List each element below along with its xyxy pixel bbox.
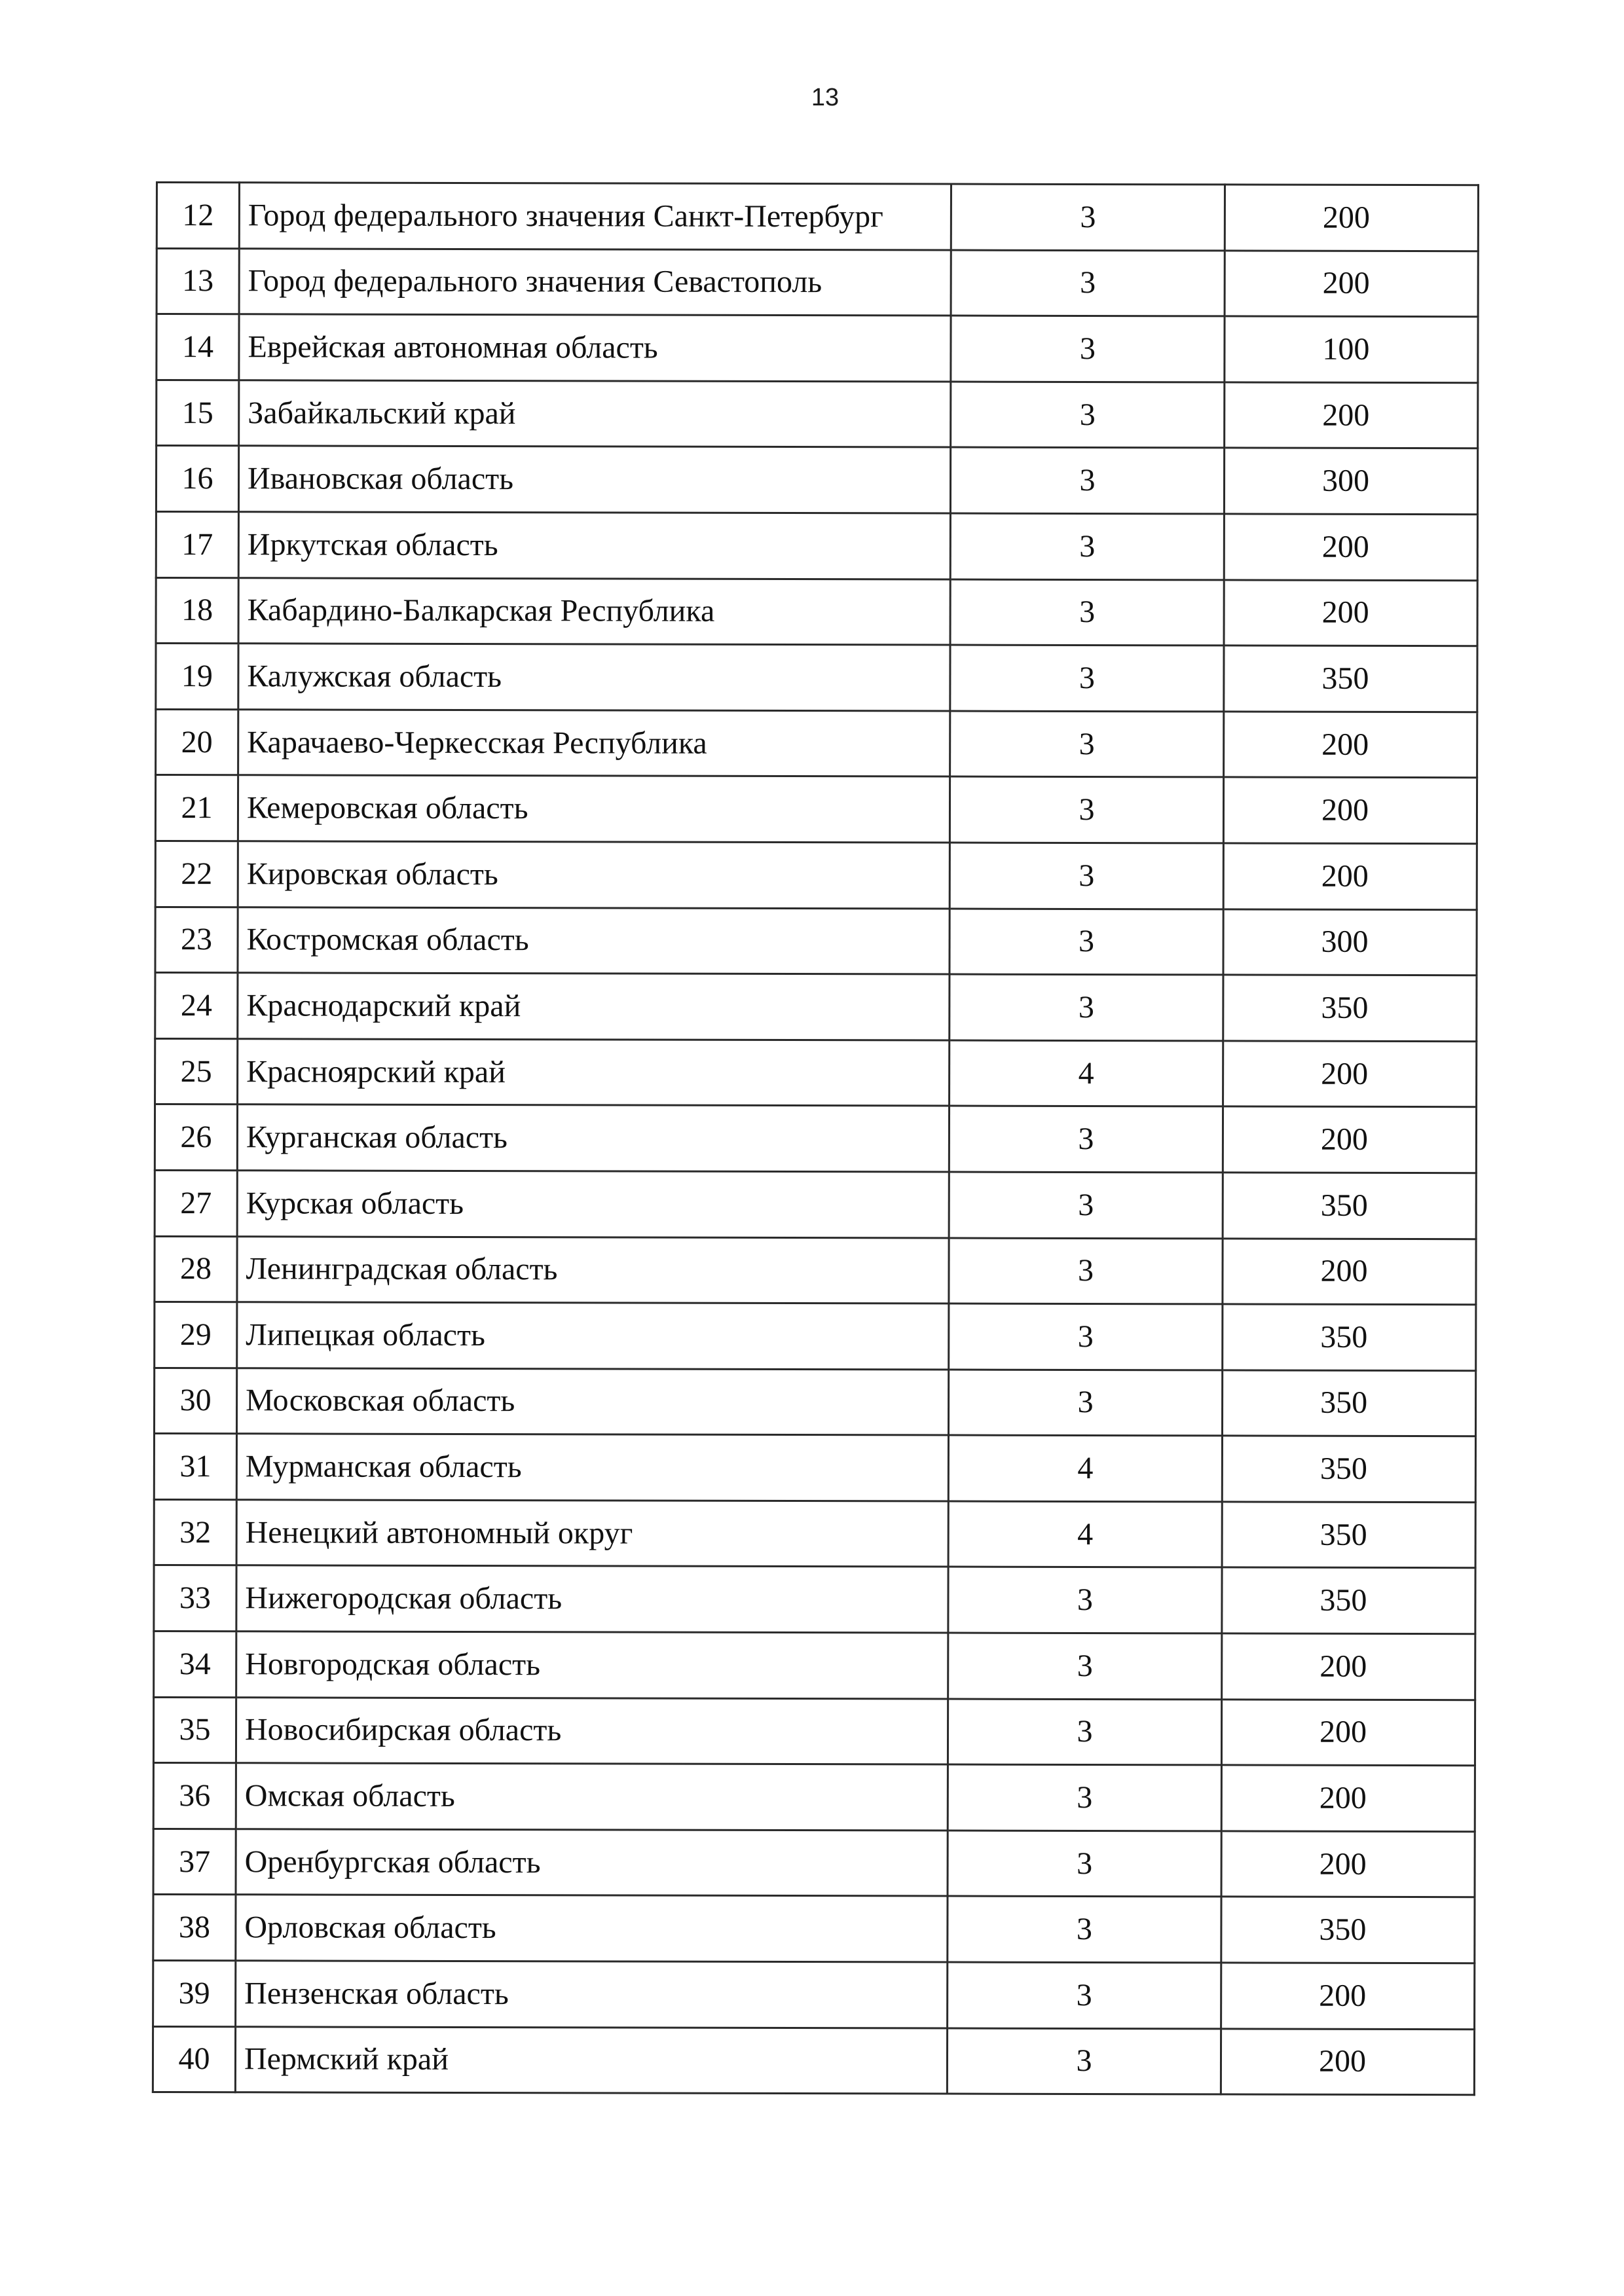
value-a-cell: 3	[948, 1764, 1221, 1831]
table-row	[157, 314, 1478, 383]
value-b-cell: 200	[1224, 712, 1477, 778]
page-number: 13	[811, 84, 840, 111]
row-number-cell: 19	[156, 644, 238, 710]
table-row	[157, 183, 1478, 251]
regions-table	[152, 181, 1479, 2096]
value-b-cell: 350	[1224, 646, 1477, 712]
value-b-cell: 200	[1224, 514, 1477, 580]
value-a-cell: 4	[948, 1435, 1222, 1501]
value-a-cell: 3	[951, 184, 1225, 250]
value-b-cell: 200	[1223, 843, 1477, 909]
value-a-cell: 3	[948, 1831, 1221, 1897]
value-a-cell: 3	[949, 1238, 1223, 1304]
row-number-cell: 16	[156, 446, 238, 512]
row-number-cell: 15	[157, 380, 239, 446]
value-a-cell: 3	[949, 1172, 1223, 1238]
table-row	[154, 1368, 1475, 1436]
value-b-cell: 350	[1221, 1897, 1475, 1963]
row-number-cell: 36	[153, 1763, 236, 1829]
table-row	[155, 841, 1477, 909]
value-a-cell: 3	[948, 1567, 1222, 1633]
region-name-cell: Нижегородская область	[236, 1565, 948, 1633]
table-row	[153, 1763, 1475, 1832]
region-name-cell: Пензенская область	[236, 1961, 948, 2028]
table-row	[156, 577, 1477, 646]
value-a-cell: 3	[950, 579, 1224, 646]
value-b-cell: 350	[1222, 1567, 1475, 1633]
value-b-cell: 200	[1222, 1633, 1475, 1700]
table-body	[153, 183, 1478, 2095]
value-b-cell: 200	[1223, 777, 1477, 843]
table-row	[154, 1499, 1475, 1568]
table-row	[155, 1104, 1476, 1173]
value-b-cell: 350	[1222, 1502, 1475, 1568]
value-b-cell: 350	[1223, 1173, 1476, 1239]
region-name-cell: Иркутская область	[238, 512, 950, 579]
row-number-cell: 33	[154, 1565, 236, 1631]
value-b-cell: 300	[1224, 448, 1477, 514]
region-name-cell: Калужская область	[238, 644, 950, 711]
table-row	[155, 775, 1477, 844]
row-number-cell: 39	[153, 1961, 236, 2027]
region-name-cell: Костромская область	[238, 907, 950, 974]
value-a-cell: 3	[950, 843, 1223, 909]
value-b-cell: 200	[1225, 185, 1478, 251]
region-name-cell: Город федерального значения Севастополь	[239, 248, 951, 316]
region-name-cell: Ненецкий автономный округ	[236, 1500, 948, 1567]
value-a-cell: 3	[950, 513, 1224, 579]
value-a-cell: 3	[951, 382, 1225, 448]
row-number-cell: 40	[153, 2026, 235, 2092]
value-b-cell: 200	[1225, 251, 1478, 317]
region-name-cell: Ленинградская область	[237, 1236, 949, 1303]
row-number-cell: 22	[155, 841, 238, 907]
row-number-cell: 31	[154, 1434, 236, 1500]
region-name-cell: Орловская область	[236, 1895, 948, 1962]
table-row	[156, 446, 1477, 515]
row-number-cell: 13	[157, 248, 239, 314]
table-row	[156, 644, 1477, 712]
table-row	[155, 1236, 1476, 1305]
row-number-cell: 17	[156, 511, 238, 577]
value-a-cell: 4	[950, 1040, 1223, 1106]
value-b-cell: 200	[1221, 2029, 1474, 2095]
region-name-cell: Ивановская область	[238, 446, 950, 513]
value-a-cell: 4	[948, 1501, 1222, 1567]
value-b-cell: 200	[1221, 1831, 1475, 1897]
row-number-cell: 21	[155, 775, 238, 841]
table-row	[155, 1038, 1477, 1107]
value-a-cell: 3	[950, 909, 1223, 975]
value-a-cell: 3	[949, 1303, 1223, 1370]
value-b-cell: 350	[1223, 1304, 1476, 1370]
row-number-cell: 27	[155, 1170, 237, 1236]
value-b-cell: 200	[1223, 1106, 1476, 1173]
row-number-cell: 32	[154, 1499, 236, 1565]
region-name-cell: Липецкая область	[237, 1302, 949, 1370]
table-row	[157, 380, 1478, 448]
table-row	[154, 1434, 1475, 1503]
value-a-cell: 3	[948, 1962, 1221, 2028]
row-number-cell: 34	[154, 1631, 236, 1698]
region-name-cell: Новгородская область	[236, 1631, 948, 1699]
row-number-cell: 29	[155, 1302, 237, 1368]
row-number-cell: 35	[153, 1697, 236, 1763]
table-row	[155, 1302, 1476, 1371]
value-a-cell: 3	[950, 776, 1223, 843]
region-name-cell: Кировская область	[238, 841, 950, 909]
value-b-cell: 200	[1223, 1238, 1476, 1304]
table-row	[153, 2026, 1474, 2095]
value-b-cell: 200	[1224, 579, 1477, 646]
table-row	[157, 248, 1478, 317]
value-b-cell: 100	[1225, 316, 1478, 382]
value-a-cell: 3	[950, 974, 1223, 1040]
region-name-cell: Пермский край	[235, 2026, 947, 2094]
value-b-cell: 200	[1221, 1963, 1475, 2029]
value-a-cell: 3	[948, 1699, 1221, 1765]
value-a-cell: 3	[951, 316, 1225, 382]
row-number-cell: 20	[156, 709, 238, 775]
value-b-cell: 350	[1222, 1370, 1475, 1436]
value-a-cell: 3	[947, 2028, 1221, 2094]
value-a-cell: 3	[950, 447, 1224, 513]
region-name-cell: Мурманская область	[236, 1434, 948, 1501]
region-name-cell: Краснодарский край	[238, 973, 950, 1040]
value-a-cell: 3	[949, 1106, 1223, 1172]
region-name-cell: Красноярский край	[238, 1038, 950, 1106]
value-a-cell: 3	[948, 1633, 1222, 1699]
row-number-cell: 37	[153, 1829, 236, 1895]
value-b-cell: 200	[1225, 382, 1478, 448]
table-row	[154, 1565, 1475, 1634]
value-a-cell: 3	[950, 645, 1224, 711]
value-b-cell: 300	[1223, 909, 1477, 975]
region-name-cell: Курганская область	[237, 1104, 949, 1172]
row-number-cell: 26	[155, 1104, 237, 1171]
row-number-cell: 23	[155, 907, 238, 973]
table-row	[155, 1170, 1476, 1239]
value-b-cell: 350	[1223, 975, 1477, 1041]
value-b-cell: 350	[1222, 1436, 1475, 1502]
region-name-cell: Новосибирская область	[236, 1697, 948, 1764]
row-number-cell: 28	[155, 1236, 237, 1302]
region-name-cell: Московская область	[236, 1368, 948, 1435]
row-number-cell: 14	[157, 314, 239, 380]
table-row	[153, 1829, 1475, 1897]
value-a-cell: 3	[948, 1896, 1221, 1962]
row-number-cell: 18	[156, 577, 238, 644]
table-row	[155, 907, 1477, 975]
row-number-cell: 38	[153, 1895, 236, 1961]
row-number-cell: 12	[157, 183, 239, 249]
table-row	[153, 1895, 1475, 1963]
region-name-cell: Забайкальский край	[239, 380, 951, 448]
table-row	[156, 709, 1477, 778]
value-b-cell: 200	[1223, 1041, 1477, 1107]
row-number-cell: 24	[155, 973, 238, 1039]
region-name-cell: Кабардино-Балкарская Республика	[238, 577, 950, 645]
region-name-cell: Еврейская автономная область	[239, 314, 951, 382]
region-name-cell: Оренбургская область	[236, 1829, 948, 1897]
table-row	[154, 1631, 1475, 1700]
table-row	[156, 511, 1477, 580]
table-row	[153, 1697, 1475, 1766]
table-row	[153, 1961, 1475, 2030]
row-number-cell: 30	[154, 1368, 236, 1434]
table-row	[155, 973, 1477, 1042]
value-b-cell: 200	[1221, 1700, 1475, 1766]
region-name-cell: Омская область	[236, 1763, 948, 1831]
region-name-cell: Курская область	[237, 1171, 949, 1238]
region-name-cell: Город федерального значения Санкт-Петербург	[239, 183, 951, 250]
value-a-cell: 3	[948, 1370, 1222, 1436]
value-a-cell: 3	[950, 711, 1224, 777]
region-name-cell: Карачаево-Черкесская Республика	[238, 710, 950, 777]
value-a-cell: 3	[951, 250, 1225, 316]
region-name-cell: Кемеровская область	[238, 775, 950, 843]
value-b-cell: 200	[1221, 1765, 1475, 1831]
row-number-cell: 25	[155, 1038, 238, 1104]
